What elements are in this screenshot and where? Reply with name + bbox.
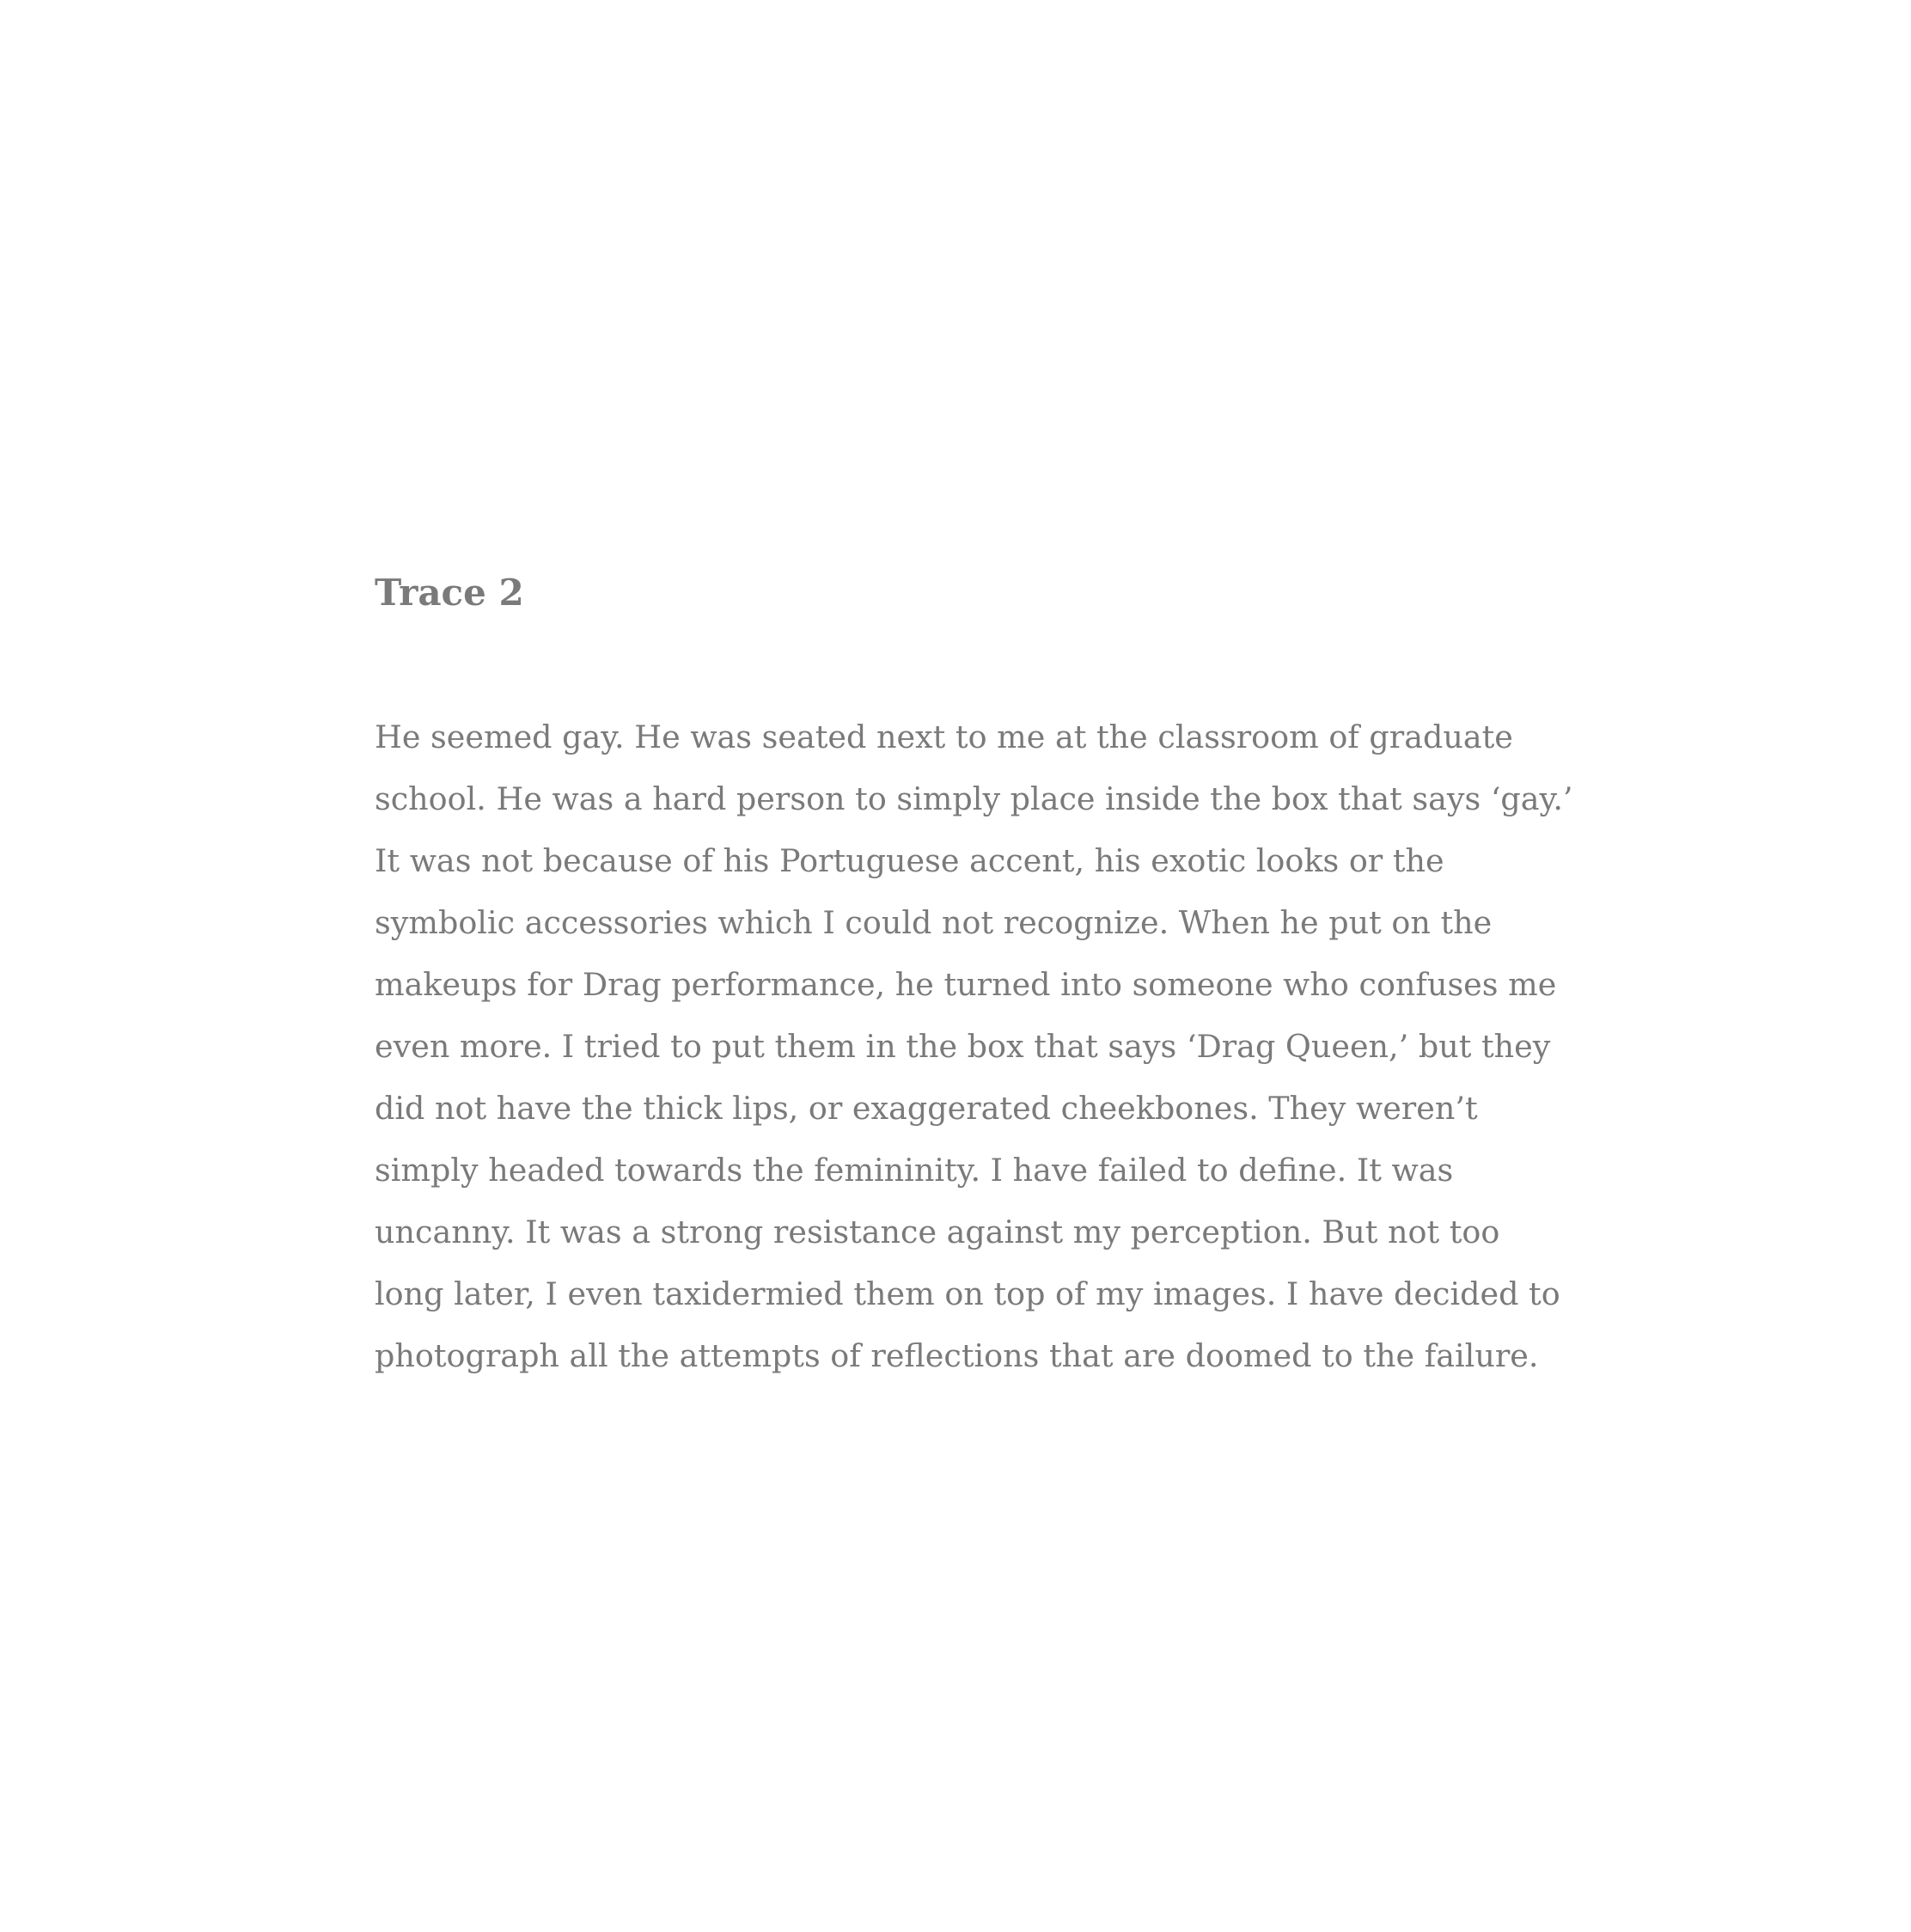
body-line: long later, I even taxidermied them on top of my images. I have decided to <box>375 1275 1560 1312</box>
body-line: photograph all the attempts of reflections that are doomed to the failure. <box>375 1337 1539 1374</box>
body-line: simply headed towards the femininity. I have failed to define. It was <box>375 1152 1454 1189</box>
article-title: Trace 2 <box>375 572 524 614</box>
article <box>375 567 1573 1387</box>
body-line: school. He was a hard person to simply place inside the box that says ‘gay.’ <box>375 780 1573 817</box>
article-body <box>375 706 1573 1387</box>
body-line: even more. I tried to put them in the box that says ‘Drag Queen,’ but they <box>375 1028 1551 1065</box>
body-line: It was not because of his Portuguese accent, his exotic looks or the <box>375 842 1444 879</box>
body-line: He seemed gay. He was seated next to me at the classroom of graduate <box>375 718 1513 755</box>
body-line: uncanny. It was a strong resistance against my perception. But not too <box>375 1214 1500 1250</box>
body-line: symbolic accessories which I could not recognize. When he put on the <box>375 904 1493 941</box>
body-line: makeups for Drag performance, he turned into someone who confuses me <box>375 966 1557 1003</box>
body-line: did not have the thick lips, or exaggerated cheekbones. They weren’t <box>375 1090 1478 1127</box>
